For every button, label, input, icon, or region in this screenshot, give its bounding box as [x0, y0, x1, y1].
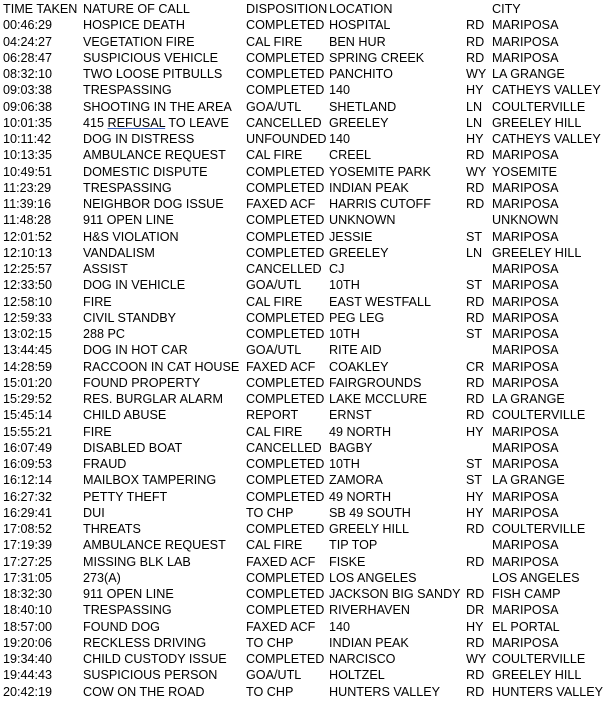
location-cell: NARCISCO [329, 652, 396, 666]
nature-cell: HOSPICE DEATH [83, 18, 185, 33]
location-cell: RITE AID [329, 343, 382, 358]
time-cell: 10:49:51 [3, 164, 53, 179]
time-cell: 00:46:29 [3, 18, 53, 33]
table-row [3, 147, 614, 163]
location-cell: INDIAN PEAK [329, 635, 409, 650]
city-cell: MARIPOSA [492, 18, 559, 33]
nature-cell: FRAUD [83, 457, 127, 471]
disposition-cell: COMPLETED [246, 310, 325, 325]
disposition-cell: TO CHP [246, 505, 294, 520]
location-cell: 140 [329, 619, 351, 634]
nature-cell: CHILD ABUSE [83, 408, 167, 423]
nature-cell: TRESPASSING [83, 180, 172, 195]
street-suffix-cell: CR [466, 359, 485, 374]
city-cell: GREELEY HILL [492, 245, 582, 260]
street-suffix-cell: LN [466, 99, 483, 114]
city-cell: MARIPOSA [492, 554, 559, 569]
disposition-cell: COMPLETED [246, 229, 325, 244]
header-row [3, 1, 614, 17]
disposition-cell: GOA/UTL [246, 99, 302, 114]
street-suffix-cell: HY [466, 424, 484, 439]
nature-cell: MAILBOX TAMPERING [83, 473, 217, 488]
time-cell: 09:06:38 [3, 99, 53, 114]
street-suffix-cell: WY [466, 164, 487, 179]
time-cell: 13:44:45 [3, 343, 53, 358]
table-row [3, 212, 614, 228]
nature-cell: COW ON THE ROAD [83, 684, 205, 699]
table-row [3, 50, 614, 66]
nature-cell: TRESPASSING [83, 603, 172, 618]
time-cell: 17:31:05 [3, 570, 53, 585]
table-row [3, 229, 614, 245]
disposition-cell: TO CHP [246, 684, 294, 699]
nature-cell: THREATS [83, 522, 141, 536]
city-cell: MARIPOSA [492, 603, 559, 618]
street-suffix-cell: RD [466, 554, 485, 569]
nature-cell: 911 OPEN LINE [83, 213, 174, 228]
location-cell: HOSPITAL [329, 18, 391, 33]
table-row [3, 489, 614, 505]
location-cell: SPRING CREEK [329, 50, 425, 65]
table-row [3, 99, 614, 115]
table-row [3, 342, 614, 358]
disposition-cell: COMPLETED [246, 473, 325, 488]
city-cell: LA GRANGE [492, 473, 565, 488]
street-suffix-cell: RD [466, 392, 485, 406]
street-suffix-cell: ST [466, 473, 483, 488]
disposition-cell: FAXED ACF [246, 619, 316, 634]
nature-cell: DOG IN VEHICLE [83, 278, 186, 293]
city-cell: MARIPOSA [492, 180, 559, 195]
location-cell: JACKSON BIG SANDY [329, 587, 461, 601]
city-cell: MARIPOSA [492, 294, 559, 309]
nature-cell: ASSIST [83, 262, 128, 276]
city-cell: COULTERVILLE [492, 652, 586, 666]
disposition-cell: COMPLETED [246, 327, 325, 341]
location-cell: LAKE MCCLURE [329, 392, 427, 406]
table-row [3, 456, 614, 472]
disposition-cell: COMPLETED [246, 489, 325, 504]
location-cell: 140 [329, 83, 351, 98]
street-suffix-cell: WY [466, 67, 487, 81]
time-cell: 12:58:10 [3, 294, 53, 309]
location-cell: ZAMORA [329, 473, 383, 488]
city-cell: MARIPOSA [492, 375, 559, 390]
disposition-cell: FAXED ACF [246, 359, 316, 374]
street-suffix-cell: RD [466, 408, 485, 423]
disposition-cell: CAL FIRE [246, 148, 303, 163]
disposition-cell: COMPLETED [246, 375, 325, 390]
city-cell: MARIPOSA [492, 148, 559, 163]
disposition-cell: COMPLETED [246, 522, 325, 536]
nature-cell: DOG IN DISTRESS [83, 132, 195, 146]
time-cell: 18:40:10 [3, 603, 53, 618]
street-suffix-cell: ST [466, 229, 483, 244]
disposition-cell: CAL FIRE [246, 424, 303, 439]
location-cell: GREELEY [329, 245, 389, 260]
disposition-cell: GOA/UTL [246, 278, 302, 293]
time-cell: 12:33:50 [3, 278, 53, 293]
disposition-cell: FAXED ACF [246, 554, 316, 569]
table-row [3, 261, 614, 277]
street-suffix-cell: HY [466, 132, 484, 146]
header-city: CITY [492, 2, 521, 16]
city-cell: MARIPOSA [492, 262, 559, 276]
disposition-cell: CAL FIRE [246, 294, 303, 309]
disposition-cell: TO CHP [246, 635, 294, 650]
location-cell: SHETLAND [329, 99, 397, 114]
disposition-cell: CANCELLED [246, 440, 322, 455]
street-suffix-cell: RD [466, 668, 485, 683]
disposition-cell: GOA/UTL [246, 343, 302, 358]
street-suffix-cell: RD [466, 180, 485, 195]
disposition-cell: COMPLETED [246, 245, 325, 260]
street-suffix-cell: LN [466, 245, 483, 260]
location-cell: 10TH [329, 278, 360, 293]
table-row [3, 684, 614, 700]
nature-cell: MISSING BLK LAB [83, 554, 191, 569]
street-suffix-cell: ST [466, 327, 483, 341]
disposition-cell: COMPLETED [246, 50, 325, 65]
city-cell: MARIPOSA [492, 327, 559, 341]
time-cell: 11:39:16 [3, 197, 52, 211]
street-suffix-cell: ST [466, 457, 483, 471]
location-cell: RIVERHAVEN [329, 603, 410, 618]
street-suffix-cell: RD [466, 294, 485, 309]
city-cell: EL PORTAL [492, 619, 560, 634]
street-suffix-cell: RD [466, 684, 485, 699]
time-cell: 10:11:42 [3, 132, 52, 146]
nature-cell: 911 OPEN LINE [83, 587, 174, 601]
table-row [3, 440, 614, 456]
city-cell: MARIPOSA [492, 635, 559, 650]
table-row [3, 326, 614, 342]
disposition-cell: COMPLETED [246, 164, 325, 179]
time-cell: 19:44:43 [3, 668, 53, 683]
header-location: LOCATION [329, 2, 393, 16]
location-cell: 10TH [329, 327, 360, 341]
nature-cell: FOUND PROPERTY [83, 375, 201, 390]
time-cell: 17:08:52 [3, 522, 53, 536]
location-cell: ERNST [329, 408, 372, 423]
time-cell: 19:20:06 [3, 635, 53, 650]
time-cell: 04:24:27 [3, 34, 53, 49]
time-cell: 13:02:15 [3, 327, 53, 341]
time-cell: 10:13:35 [3, 148, 53, 163]
disposition-cell: COMPLETED [246, 457, 325, 471]
table-row [3, 586, 614, 602]
street-suffix-cell: RD [466, 635, 485, 650]
time-cell: 16:07:49 [3, 440, 53, 455]
nature-cell: DOMESTIC DISPUTE [83, 164, 208, 179]
table-row [3, 196, 614, 212]
table-row [3, 359, 614, 375]
location-cell: 140 [329, 132, 351, 146]
time-cell: 12:01:52 [3, 229, 53, 244]
disposition-cell: COMPLETED [246, 570, 325, 585]
location-cell: TIP TOP [329, 538, 378, 553]
city-cell: YOSEMITE [492, 164, 558, 179]
disposition-cell: COMPLETED [246, 213, 325, 228]
time-cell: 12:10:13 [3, 245, 53, 260]
nature-cell: 415 REFUSAL TO LEAVE [83, 115, 229, 130]
location-cell: SB 49 SOUTH [329, 505, 411, 520]
time-cell: 11:48:28 [3, 213, 52, 228]
street-suffix-cell: WY [466, 652, 487, 666]
city-cell: LOS ANGELES [492, 570, 580, 585]
header-time-taken: TIME TAKEN [3, 2, 78, 16]
header-nature-of-call: NATURE OF CALL [83, 2, 190, 16]
location-cell: PEG LEG [329, 310, 385, 325]
time-cell: 16:29:41 [3, 505, 53, 520]
time-cell: 16:09:53 [3, 457, 53, 471]
table-row [3, 34, 614, 50]
location-cell: COAKLEY [329, 359, 389, 374]
nature-cell: FIRE [83, 294, 112, 309]
street-suffix-cell: LN [466, 115, 483, 130]
street-suffix-cell: RD [466, 310, 485, 325]
time-cell: 20:42:19 [3, 684, 53, 699]
nature-cell: CHILD CUSTODY ISSUE [83, 652, 227, 666]
city-cell: COULTERVILLE [492, 99, 586, 114]
city-cell: MARIPOSA [492, 197, 559, 211]
nature-cell: CIVIL STANDBY [83, 310, 177, 325]
disposition-cell: COMPLETED [246, 18, 325, 33]
time-cell: 12:59:33 [3, 310, 53, 325]
table-row [3, 115, 614, 131]
nature-cell: TRESPASSING [83, 83, 172, 98]
table-row [3, 245, 614, 261]
location-cell: PANCHITO [329, 67, 393, 81]
location-cell: EAST WESTFALL [329, 294, 431, 309]
nature-cell: RECKLESS DRIVING [83, 635, 207, 650]
location-cell: INDIAN PEAK [329, 180, 409, 195]
table-row [3, 66, 614, 82]
location-cell: FAIRGROUNDS [329, 375, 422, 390]
time-cell: 18:57:00 [3, 619, 53, 634]
disposition-cell: COMPLETED [246, 603, 325, 618]
nature-cell: VANDALISM [83, 245, 155, 260]
time-cell: 19:34:40 [3, 652, 53, 666]
call-log-table [3, 1, 614, 700]
nature-cell: FOUND DOG [83, 619, 160, 634]
city-cell: MARIPOSA [492, 34, 559, 49]
nature-cell: RES. BURGLAR ALARM [83, 392, 223, 406]
location-cell: 10TH [329, 457, 360, 471]
table-row [3, 164, 614, 180]
nature-cell: VEGETATION FIRE [83, 34, 195, 49]
location-cell: HUNTERS VALLEY [329, 684, 441, 699]
time-cell: 06:28:47 [3, 50, 53, 65]
location-cell: CREEL [329, 148, 371, 163]
nature-cell: FIRE [83, 424, 112, 439]
time-cell: 16:12:14 [3, 473, 53, 488]
table-row [3, 277, 614, 293]
street-suffix-cell: ST [466, 278, 483, 293]
street-suffix-cell: HY [466, 489, 484, 504]
time-cell: 12:25:57 [3, 262, 53, 276]
time-cell: 15:45:14 [3, 408, 53, 423]
nature-cell: RACCOON IN CAT HOUSE [83, 359, 240, 374]
time-cell: 11:23:29 [3, 180, 52, 195]
street-suffix-cell: RD [466, 197, 485, 211]
city-cell: COULTERVILLE [492, 522, 586, 536]
location-cell: FISKE [329, 554, 366, 569]
table-row [3, 17, 614, 33]
disposition-cell: CAL FIRE [246, 34, 303, 49]
table-row [3, 294, 614, 310]
disposition-cell: CAL FIRE [246, 538, 303, 553]
nature-cell: SUSPICIOUS VEHICLE [83, 50, 219, 65]
city-cell: LA GRANGE [492, 67, 565, 81]
city-cell: COULTERVILLE [492, 408, 586, 423]
disposition-cell: CANCELLED [246, 262, 322, 276]
table-row [3, 619, 614, 635]
nature-cell: 288 PC [83, 327, 126, 341]
table-row [3, 537, 614, 553]
location-cell: GREELY HILL [329, 522, 410, 536]
city-cell: MARIPOSA [492, 229, 559, 244]
city-cell: LA GRANGE [492, 392, 565, 406]
city-cell: CATHEYS VALLEY [492, 83, 601, 98]
time-cell: 14:28:59 [3, 359, 53, 374]
table-row [3, 407, 614, 423]
street-suffix-cell: RD [466, 18, 485, 33]
location-cell: GREELEY [329, 115, 389, 130]
time-cell: 17:27:25 [3, 554, 53, 569]
table-body [3, 17, 614, 700]
disposition-cell: COMPLETED [246, 587, 325, 601]
nature-cell: 273(A) [83, 570, 121, 585]
street-suffix-cell: DR [466, 603, 485, 618]
nature-cell: SUSPICIOUS PERSON [83, 668, 218, 683]
location-cell: BEN HUR [329, 34, 386, 49]
disposition-cell: GOA/UTL [246, 668, 302, 683]
nature-cell: AMBULANCE REQUEST [83, 148, 226, 163]
city-cell: CATHEYS VALLEY [492, 132, 601, 146]
location-cell: UNKNOWN [329, 213, 396, 228]
table-row [3, 472, 614, 488]
location-cell: HARRIS CUTOFF [329, 197, 431, 211]
time-cell: 16:27:32 [3, 489, 53, 504]
location-cell: HOLTZEL [329, 668, 385, 683]
nature-cell: NEIGHBOR DOG ISSUE [83, 197, 224, 211]
city-cell: MARIPOSA [492, 50, 559, 65]
disposition-cell: REPORT [246, 408, 299, 423]
street-suffix-cell: RD [466, 148, 485, 163]
time-cell: 09:03:38 [3, 83, 53, 98]
city-cell: MARIPOSA [492, 343, 559, 358]
disposition-cell: COMPLETED [246, 392, 325, 406]
table-row [3, 554, 614, 570]
header-disposition: DISPOSITION [246, 2, 328, 16]
street-suffix-cell: HY [466, 505, 484, 520]
time-cell: 15:29:52 [3, 392, 53, 406]
city-cell: MARIPOSA [492, 440, 559, 455]
disposition-cell: COMPLETED [246, 83, 325, 98]
location-cell: YOSEMITE PARK [329, 164, 431, 179]
table-row [3, 424, 614, 440]
city-cell: MARIPOSA [492, 538, 559, 553]
table-row [3, 375, 614, 391]
city-cell: MARIPOSA [492, 310, 559, 325]
table-row [3, 521, 614, 537]
location-cell: CJ [329, 262, 345, 276]
city-cell: MARIPOSA [492, 489, 559, 504]
time-cell: 10:01:35 [3, 115, 53, 130]
time-cell: 17:19:39 [3, 538, 53, 553]
time-cell: 15:55:21 [3, 424, 53, 439]
city-cell: MARIPOSA [492, 457, 559, 471]
city-cell: HUNTERS VALLEY [492, 684, 604, 699]
city-cell: GREELEY HILL [492, 115, 582, 130]
nature-cell: TWO LOOSE PITBULLS [83, 67, 223, 81]
location-cell: JESSIE [329, 229, 373, 244]
disposition-cell: COMPLETED [246, 652, 325, 666]
table-row [3, 82, 614, 98]
table-row [3, 570, 614, 586]
table-row [3, 310, 614, 326]
disposition-cell: COMPLETED [246, 67, 325, 81]
street-suffix-cell: RD [466, 522, 485, 536]
street-suffix-cell: RD [466, 375, 485, 390]
location-cell: BAGBY [329, 440, 373, 455]
time-cell: 18:32:30 [3, 587, 53, 601]
location-cell: LOS ANGELES [329, 570, 417, 585]
table-row [3, 602, 614, 618]
nature-cell: DUI [83, 505, 105, 520]
location-cell: 49 NORTH [329, 424, 392, 439]
city-cell: MARIPOSA [492, 505, 559, 520]
disposition-cell: FAXED ACF [246, 197, 316, 211]
nature-cell: SHOOTING IN THE AREA [83, 99, 232, 114]
disposition-cell: CANCELLED [246, 115, 322, 130]
nature-cell: DISABLED BOAT [83, 440, 183, 455]
disposition-cell: UNFOUNDED [246, 132, 327, 146]
table-row [3, 667, 614, 683]
nature-cell: DOG IN HOT CAR [83, 343, 188, 358]
city-cell: MARIPOSA [492, 424, 559, 439]
nature-cell: PETTY THEFT [83, 489, 168, 504]
nature-cell: H&S VIOLATION [83, 229, 179, 244]
table-row [3, 131, 614, 147]
nature-cell: AMBULANCE REQUEST [83, 538, 226, 553]
table-row [3, 391, 614, 407]
street-suffix-cell: RD [466, 50, 485, 65]
city-cell: UNKNOWN [492, 213, 559, 228]
city-cell: FISH CAMP [492, 587, 561, 601]
time-cell: 08:32:10 [3, 67, 53, 81]
disposition-cell: COMPLETED [246, 180, 325, 195]
city-cell: MARIPOSA [492, 278, 559, 293]
location-cell: 49 NORTH [329, 489, 392, 504]
city-cell: MARIPOSA [492, 359, 559, 374]
street-suffix-cell: RD [466, 587, 485, 601]
table-row [3, 505, 614, 521]
street-suffix-cell: HY [466, 83, 484, 98]
table-row [3, 635, 614, 651]
table-row [3, 180, 614, 196]
time-cell: 15:01:20 [3, 375, 53, 390]
street-suffix-cell: HY [466, 619, 484, 634]
street-suffix-cell: RD [466, 34, 485, 49]
table-row [3, 651, 614, 667]
city-cell: GREELEY HILL [492, 668, 582, 683]
